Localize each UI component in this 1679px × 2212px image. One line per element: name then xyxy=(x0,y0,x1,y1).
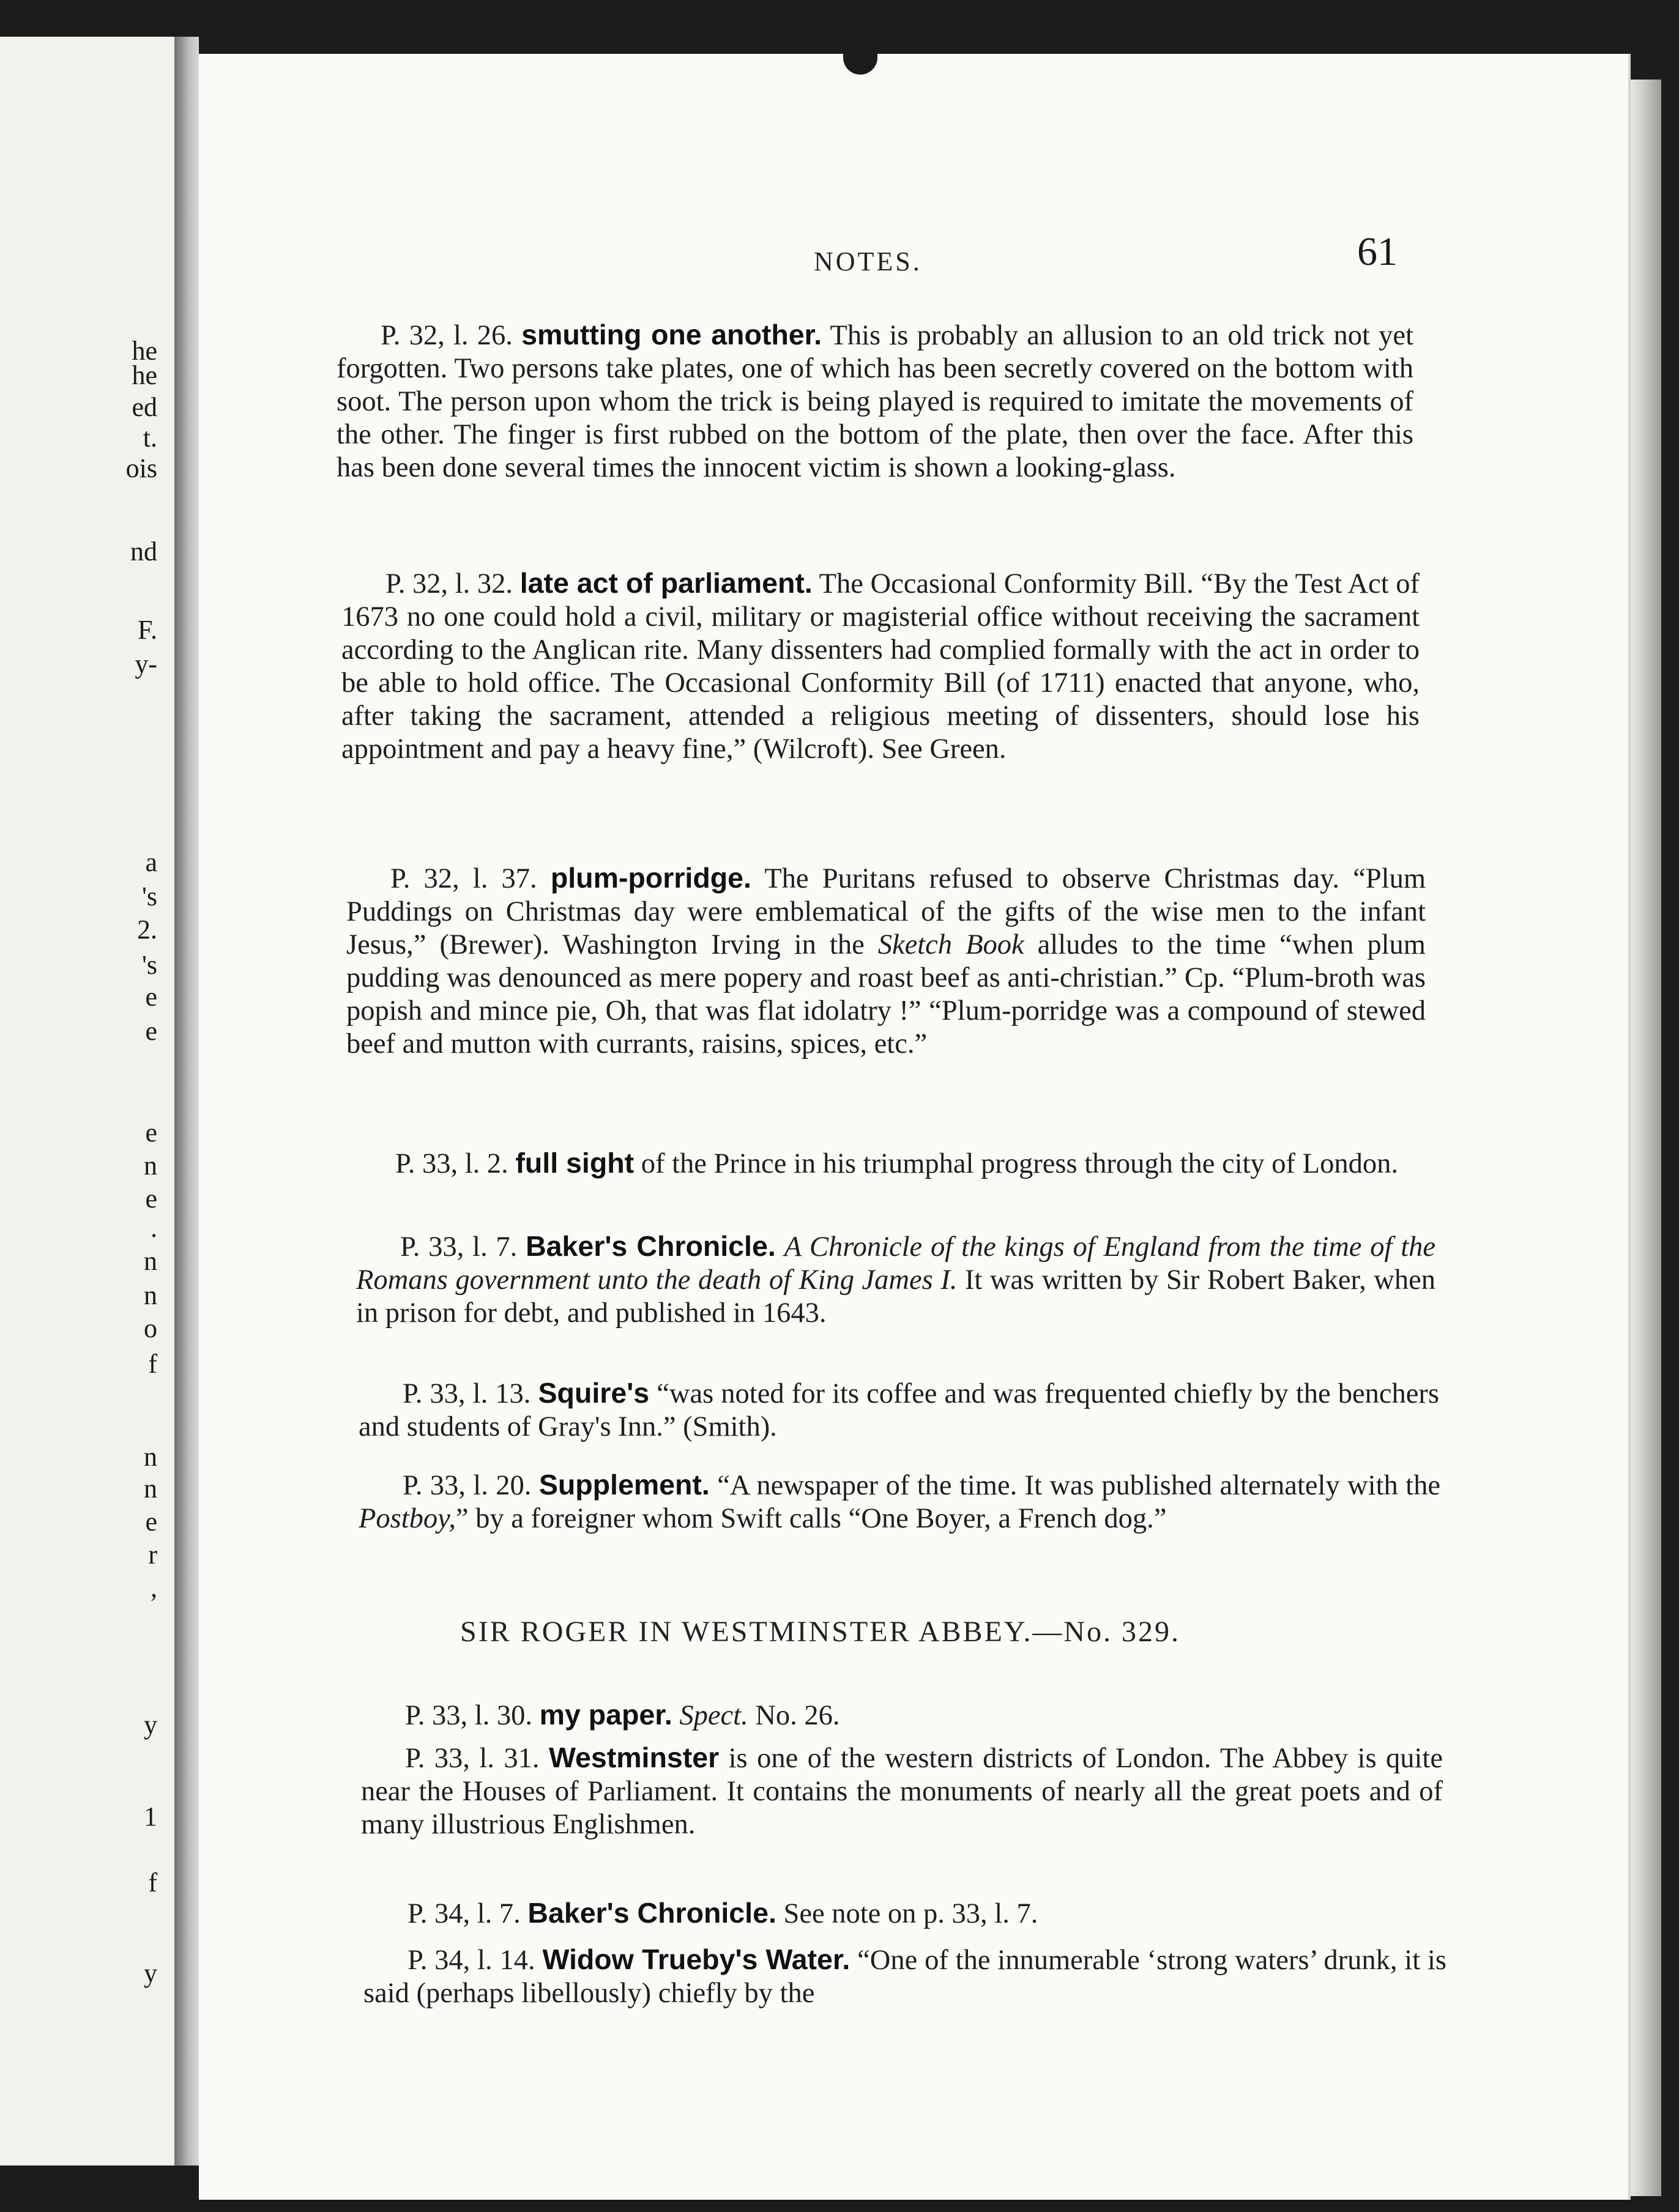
note-text xyxy=(672,1700,680,1731)
note-headword: late act of parliament. xyxy=(519,567,813,599)
left-page-text-fragment: 1 xyxy=(144,1802,157,1832)
note-text: “A newspaper of the time. It was published alternately with the xyxy=(709,1470,1440,1501)
left-page-text-fragment: e xyxy=(145,1016,157,1046)
left-page-text-fragment: 's xyxy=(141,950,157,980)
left-page-text-fragment: he xyxy=(132,336,157,366)
left-page-text-fragment: e xyxy=(145,1118,157,1148)
note-paragraph xyxy=(337,318,1413,484)
left-page-text-fragment: ed xyxy=(132,392,157,422)
left-page-text-fragment: y- xyxy=(135,649,157,679)
note-text: This is probably an allusion to an old trick not yet forgotten. Two persons take plates, one of which has been secretly covered on the bottom with soot. The person upon whom the trick is being played is required to imitate the movements of the other. The finger is first rubbed on the bottom of the plate, then over the face. After this has been done several times the innocent victim is shown a looking-glass. xyxy=(337,320,1413,483)
note-reference: P. 32, l. 26. xyxy=(381,320,522,351)
left-page-text-fragment: o xyxy=(144,1313,157,1343)
left-page-text-fragment: n xyxy=(144,1151,157,1181)
left-page-text-fragment: , xyxy=(151,1573,157,1603)
left-page-text-fragment: ois xyxy=(125,453,157,483)
note-text: “was noted for its coffee and was frequented chiefly by the benchers and students of Gray's Inn.” (Smith). xyxy=(359,1378,1439,1442)
note-italic-text: Spect. xyxy=(679,1700,748,1731)
left-page-text-fragment: n xyxy=(144,1474,157,1504)
note-paragraph xyxy=(356,1230,1435,1330)
note-paragraph xyxy=(363,1896,1446,1931)
left-page-text-fragment: e xyxy=(145,982,157,1012)
note-reference: P. 33, l. 31. xyxy=(405,1743,549,1774)
left-page-text-fragment: r xyxy=(148,1540,157,1570)
left-page-text-fragment: 's xyxy=(141,881,157,911)
facing-page-edge xyxy=(0,37,178,2166)
left-page-text-fragment: e xyxy=(145,1184,157,1214)
note-paragraph xyxy=(341,566,1420,766)
note-reference: P. 32, l. 37. xyxy=(390,863,551,894)
left-page-text-fragment: a xyxy=(145,847,157,877)
note-reference: P. 32, l. 32. xyxy=(385,568,520,599)
page-number: 61 xyxy=(1357,229,1398,274)
note-text: The Occasional Conformity Bill. “By the Test Act of 1673 no one could hold a civil, military or magisterial office without receiving the sacrament according to the Anglican rite. Many dissenters had complied formally with the act in order to be able to hold office. The Occasional Conformity Bill (of 1711) enacted that anyone, who, after taking the sacrament, attended a religious meeting of dissenters, should lose his appointment and pay a heavy fine,” (Wilcroft). See Green. xyxy=(341,568,1420,765)
left-page-text-fragment: e xyxy=(145,1507,157,1537)
left-page-text-fragment: n xyxy=(144,1442,157,1472)
note-paragraph xyxy=(359,1468,1440,1535)
note-text xyxy=(776,1231,784,1263)
left-page-text-fragment: he xyxy=(132,360,157,390)
note-reference: P. 33, l. 7. xyxy=(400,1231,526,1263)
note-headword: Baker's Chronicle. xyxy=(526,1230,776,1262)
note-text: “One of the innumerable ‘strong waters’ drunk, it is said (perhaps libellously) chiefly by the xyxy=(363,1945,1446,2009)
note-text: It was written by Sir Robert Baker, when in prison for debt, and published in 1643. xyxy=(356,1264,1435,1329)
note-paragraph xyxy=(363,1943,1446,2010)
note-reference: P. 33, l. 20. xyxy=(403,1470,539,1501)
left-page-text-fragment: t. xyxy=(143,423,157,453)
page-stack-edge xyxy=(1631,80,1661,2196)
note-reference: P. 33, l. 2. xyxy=(395,1148,516,1179)
note-italic-text: Postboy, xyxy=(359,1503,456,1534)
note-text: of the Prince in his triumphal progress through the city of London. xyxy=(634,1148,1398,1179)
note-text: See note on p. 33, l. 7. xyxy=(776,1898,1038,1929)
note-headword: Supplement. xyxy=(538,1469,710,1501)
note-reference: P. 34, l. 7. xyxy=(408,1898,528,1929)
note-headword: Widow Trueby's Water. xyxy=(542,1943,851,1975)
note-headword: Baker's Chronicle. xyxy=(527,1897,776,1929)
book-gutter xyxy=(174,37,199,2166)
note-reference: P. 33, l. 30. xyxy=(405,1700,540,1731)
left-page-text-fragment: 2. xyxy=(137,915,157,945)
left-page-text-fragment: f xyxy=(148,1868,157,1898)
note-headword: plum-porridge. xyxy=(550,862,751,894)
note-text: is one of the western districts of London. The Abbey is quite near the Houses of Parliament. It contains the monuments of nearly all the great poets and of many illustrious Englishmen. xyxy=(361,1743,1443,1840)
note-paragraph xyxy=(351,1146,1431,1181)
note-text: alludes to the time “when plum pudding was denounced as mere popery and roast beef as anti-christian.” Cp. “Plum-broth was popish and mince pie, Oh, that was flat idolatry !” “Plum-porridge was a compound of stewed beef and mutton with currants, raisins, spices, etc.” xyxy=(346,929,1426,1060)
note-italic-text: A Chronicle of the kings of England from the time of the Romans government unto the death of King James I. xyxy=(356,1231,1436,1296)
note-text: No. 26. xyxy=(748,1700,840,1731)
left-page-text-fragment: f xyxy=(148,1349,157,1379)
note-paragraph xyxy=(361,1698,1443,1732)
running-header: NOTES. xyxy=(814,247,922,276)
note-paragraph xyxy=(359,1376,1439,1444)
left-page-text-fragment: y xyxy=(144,1710,157,1740)
section-title: SIR ROGER IN WESTMINSTER ABBEY.—No. 329. xyxy=(460,1616,1180,1648)
left-page-text-fragment: . xyxy=(151,1213,157,1243)
left-page-text-fragment: F. xyxy=(138,615,157,645)
note-headword: Westminster xyxy=(548,1742,720,1773)
note-italic-text: Sketch Book xyxy=(877,929,1024,960)
left-page-text-fragment: n xyxy=(144,1280,157,1310)
note-headword: Squire's xyxy=(538,1377,650,1409)
note-headword: smutting one another. xyxy=(521,319,822,351)
left-page-text-fragment: y xyxy=(144,1958,157,1988)
left-page-text-fragment: nd xyxy=(130,536,157,566)
note-paragraph xyxy=(346,861,1426,1061)
note-text: The Puritans refused to observe Christmas day. “Plum Puddings on Christmas day were emblematical of the gifts of the wise men to the infant Jesus,” (Brewer). Washington Irving in the xyxy=(346,863,1426,960)
note-text: ” by a foreigner whom Swift calls “One Boyer, a French dog.” xyxy=(455,1503,1167,1534)
left-page-text-fragment: n xyxy=(144,1246,157,1276)
note-paragraph xyxy=(361,1741,1443,1841)
note-reference: P. 33, l. 13. xyxy=(403,1378,538,1409)
note-headword: my paper. xyxy=(539,1699,672,1731)
note-headword: full sight xyxy=(515,1147,635,1179)
note-reference: P. 34, l. 14. xyxy=(408,1945,543,1976)
